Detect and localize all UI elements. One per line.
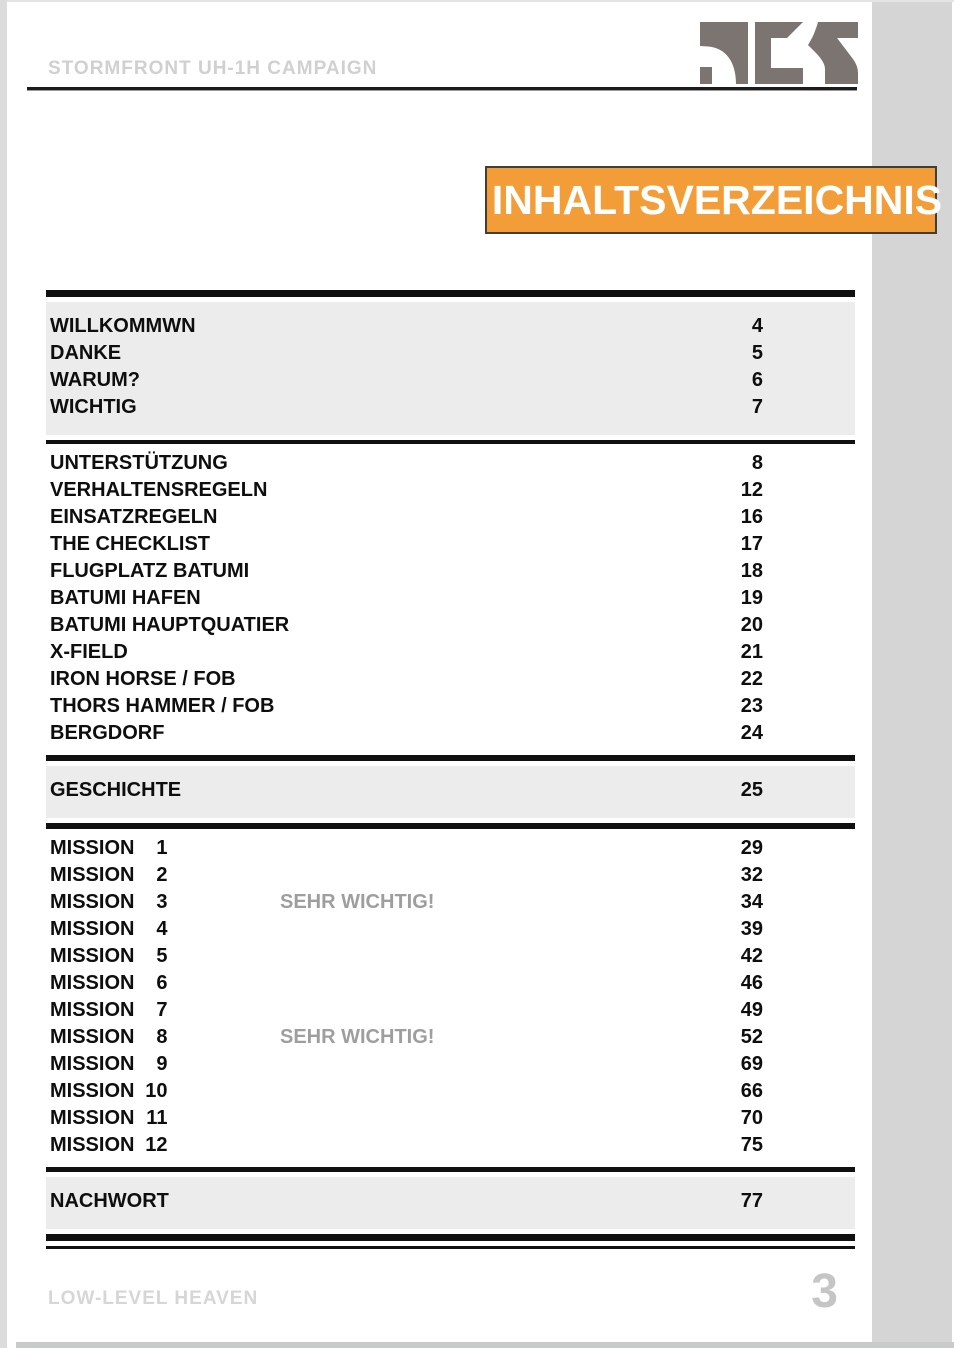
toc-entry-page: 46 — [740, 972, 763, 994]
toc-entry-title: GESCHICHTE — [50, 779, 182, 801]
toc-entry-title: UNTERSTÜTZUNG — [50, 452, 228, 474]
toc-row[interactable] — [46, 916, 855, 943]
toc-row[interactable] — [46, 367, 855, 394]
toc-row[interactable] — [46, 970, 855, 997]
toc-entry-page: 32 — [740, 864, 763, 886]
toc-entry-page: 52 — [740, 1026, 763, 1048]
toc-entry-page: 70 — [740, 1107, 763, 1129]
toc-entry-title: DANKE — [50, 342, 122, 364]
toc-row[interactable] — [46, 1078, 855, 1105]
toc-row[interactable] — [46, 862, 855, 889]
toc-entry-page: 16 — [740, 506, 763, 528]
toc-section-divider — [46, 440, 855, 444]
toc-entry-title: MISSION — [50, 1107, 135, 1129]
toc-entry-page: 69 — [740, 1053, 763, 1075]
toc-row[interactable] — [46, 666, 855, 693]
toc-entry-page: 8 — [751, 452, 763, 474]
mission-number: 5 — [156, 945, 168, 967]
toc-row[interactable] — [46, 450, 855, 477]
toc-entry-page: 12 — [740, 479, 763, 501]
toc-entry-page: 17 — [740, 533, 763, 555]
toc-entry-page: 23 — [740, 695, 763, 717]
mission-number: 11 — [146, 1107, 168, 1129]
header-divider — [27, 87, 857, 91]
toc-row[interactable] — [46, 720, 855, 747]
toc-entry-page: 6 — [751, 369, 763, 391]
toc-entry-note: SEHR WICHTIG! — [280, 1026, 435, 1048]
mission-number: 1 — [156, 837, 168, 859]
banner-title: INHALTSVERZEICHNIS — [491, 176, 943, 223]
toc-entry-page: 24 — [740, 722, 763, 744]
toc-entry-page: 22 — [740, 668, 763, 690]
toc-entry-page: 39 — [740, 918, 763, 940]
toc-row[interactable] — [46, 1105, 855, 1132]
toc-entry-title: THE CHECKLIST — [50, 533, 210, 555]
toc-entry-page: 21 — [740, 641, 763, 663]
toc-entry-title: NACHWORT — [50, 1190, 169, 1212]
mission-number: 6 — [156, 972, 168, 994]
toc-entry-title: BERGDORF — [50, 722, 165, 744]
toc-row[interactable] — [46, 997, 855, 1024]
toc-entry-title: WICHTIG — [50, 396, 137, 418]
toc-entry-page: 4 — [751, 315, 763, 337]
toc-section — [46, 1177, 855, 1229]
page-top-edge — [0, 0, 954, 2]
toc-row[interactable] — [46, 612, 855, 639]
mission-number: 3 — [156, 891, 168, 913]
toc-entry-title: WILLKOMMWN — [50, 315, 196, 337]
toc-section-divider — [46, 290, 855, 297]
toc-entry-title: THORS HAMMER / FOB — [50, 695, 275, 717]
mission-number: 4 — [156, 918, 168, 940]
document-header-title: STORMFRONT UH-1H CAMPAIGN — [48, 58, 378, 79]
toc-row[interactable] — [46, 313, 855, 340]
toc-entry-page: 20 — [740, 614, 763, 636]
toc-entry-page: 5 — [751, 342, 763, 364]
toc-entry-page: 77 — [740, 1190, 763, 1212]
toc-row[interactable] — [46, 531, 855, 558]
toc-entry-page: 18 — [740, 560, 763, 582]
toc-entry-page: 25 — [740, 779, 763, 801]
toc-entry-title: MISSION — [50, 1053, 135, 1075]
mission-number: 12 — [145, 1134, 168, 1156]
toc-entry-title: MISSION — [50, 945, 135, 967]
page-left-edge — [0, 0, 7, 1348]
toc-entry-title: MISSION — [50, 1080, 135, 1102]
toc-entry-page: 7 — [751, 396, 763, 418]
footer-campaign-name: LOW-LEVEL HEAVEN — [48, 1288, 259, 1309]
toc-entry-title: MISSION — [50, 1134, 135, 1156]
toc-section — [46, 766, 855, 818]
toc-row[interactable] — [46, 639, 855, 666]
toc-entry-title: MISSION — [50, 1026, 135, 1048]
toc-entry-title: WARUM? — [50, 369, 140, 391]
toc-row[interactable] — [46, 835, 855, 862]
toc-entry-title: MISSION — [50, 972, 135, 994]
toc-row[interactable] — [46, 504, 855, 531]
toc-section-divider — [46, 755, 855, 761]
dcs-logo-icon — [700, 22, 858, 84]
toc-row[interactable] — [46, 394, 855, 421]
page-bottom-bar — [16, 1342, 954, 1348]
table-of-contents — [46, 290, 855, 1249]
toc-section-divider — [46, 1167, 855, 1172]
toc-entry-page: 29 — [740, 837, 763, 859]
mission-number: 2 — [156, 864, 168, 886]
toc-row[interactable] — [46, 558, 855, 585]
toc-entry-title: IRON HORSE / FOB — [50, 668, 236, 690]
toc-row[interactable] — [46, 1024, 855, 1051]
toc-entry-note: SEHR WICHTIG! — [280, 891, 435, 913]
toc-section — [46, 302, 855, 435]
toc-entry-page: 34 — [740, 891, 763, 913]
toc-entry-title: X-FIELD — [50, 641, 128, 663]
mission-number: 9 — [156, 1053, 168, 1075]
section-banner — [485, 166, 943, 234]
toc-entry-title: VERHALTENSREGELN — [50, 479, 268, 501]
mission-number: 10 — [145, 1080, 168, 1102]
mission-number: 8 — [156, 1026, 168, 1048]
toc-row[interactable] — [46, 889, 855, 916]
toc-row[interactable] — [46, 1188, 855, 1215]
toc-row[interactable] — [46, 1051, 855, 1078]
toc-entry-page: 49 — [740, 999, 763, 1021]
toc-row[interactable] — [46, 585, 855, 612]
toc-row[interactable] — [46, 777, 855, 804]
toc-row[interactable] — [46, 693, 855, 720]
toc-bottom-rule-thin — [46, 1246, 855, 1249]
toc-section — [46, 834, 855, 1162]
toc-entry-title: BATUMI HAUPTQUATIER — [50, 614, 290, 636]
toc-entry-title: MISSION — [50, 864, 135, 886]
toc-entry-title: BATUMI HAFEN — [50, 587, 201, 609]
toc-entry-title: MISSION — [50, 891, 135, 913]
mission-number: 7 — [156, 999, 168, 1021]
toc-entry-title: MISSION — [50, 999, 135, 1021]
toc-entry-title: MISSION — [50, 837, 135, 859]
page-number: 3 — [811, 1265, 838, 1318]
toc-entry-title: EINSATZREGELN — [50, 506, 218, 528]
toc-section-divider — [46, 823, 855, 829]
toc-bottom-rule — [46, 1234, 855, 1241]
toc-entry-page: 42 — [740, 945, 763, 967]
toc-row[interactable] — [46, 943, 855, 970]
toc-entry-title: FLUGPLATZ BATUMI — [50, 560, 250, 582]
toc-row[interactable] — [46, 1132, 855, 1159]
toc-entry-page: 66 — [740, 1080, 763, 1102]
toc-row[interactable] — [46, 340, 855, 367]
toc-entry-page: 75 — [740, 1134, 763, 1156]
toc-row[interactable] — [46, 477, 855, 504]
toc-section — [46, 449, 855, 750]
toc-entry-title: MISSION — [50, 918, 135, 940]
toc-entry-page: 19 — [740, 587, 763, 609]
